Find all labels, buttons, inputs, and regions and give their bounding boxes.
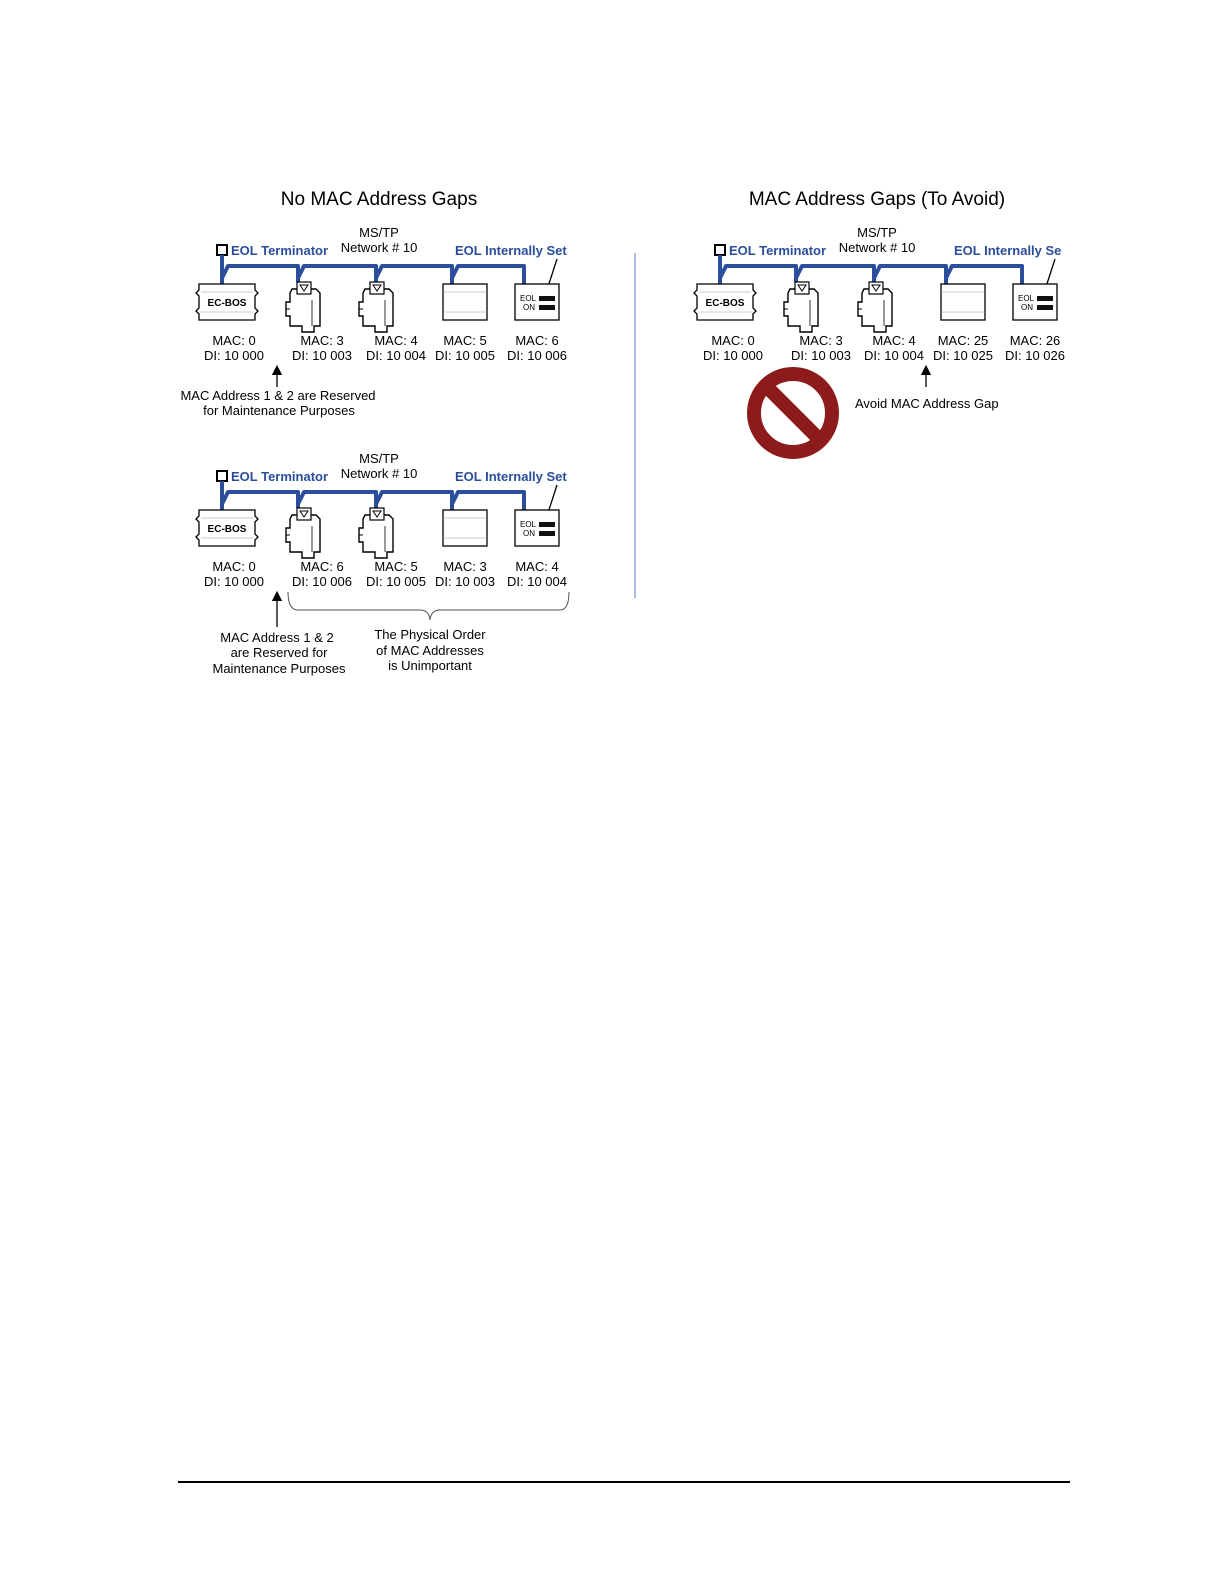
right-panel — [694, 189, 1065, 452]
di-label: DI: 10 025 — [933, 348, 993, 363]
eol-terminator-label: EOL Terminator — [231, 243, 329, 258]
device-labels — [204, 333, 567, 363]
eol-terminator-label: EOL Terminator — [729, 243, 827, 258]
mac-label: MAC: 0 — [212, 333, 256, 348]
network-label-line1: MS/TP — [359, 451, 399, 466]
eol-internal-label: EOL Internally Set — [455, 469, 567, 484]
di-label: DI: 10 000 — [703, 348, 763, 363]
ecbos-label: EC-BOS — [207, 298, 247, 309]
mstp-bus — [222, 255, 524, 286]
switch-eol-label: EOL — [520, 294, 537, 303]
mac-label: MAC: 3 — [300, 333, 344, 348]
di-label: DI: 10 004 — [507, 574, 567, 589]
controller-device — [359, 282, 393, 332]
network-label-line2: Network # 10 — [340, 240, 418, 255]
ecbos-device — [196, 284, 258, 320]
device-labels — [703, 333, 1065, 363]
mstp-bus — [720, 255, 1022, 286]
footer-rule — [178, 1481, 1070, 1483]
di-label: DI: 10 003 — [791, 348, 851, 363]
di-label: DI: 10 004 — [366, 348, 426, 363]
mac-label: MAC: 4 — [872, 333, 916, 348]
reserved-note-line3: Maintenance Purposes — [212, 661, 346, 676]
order-note-line2: of MAC Addresses — [376, 643, 484, 658]
eol-module-device — [1013, 284, 1057, 320]
di-label: DI: 10 006 — [507, 348, 567, 363]
mac-label: MAC: 25 — [937, 333, 989, 348]
switch-eol-label: EOL — [1018, 294, 1035, 303]
eol-terminator-icon — [715, 245, 725, 255]
eol-terminator-icon — [217, 471, 227, 481]
mac-label: MAC: 0 — [212, 559, 256, 574]
controller-device — [286, 508, 320, 558]
di-label: DI: 10 000 — [204, 574, 264, 589]
eol-terminator-icon — [217, 245, 227, 255]
left-panel — [180, 189, 569, 676]
module-device — [443, 510, 487, 546]
device-labels — [204, 559, 567, 589]
switch-on-label: ON — [523, 529, 535, 538]
mac-label: MAC: 4 — [515, 559, 559, 574]
di-label: DI: 10 006 — [292, 574, 352, 589]
mac-label: MAC: 3 — [799, 333, 843, 348]
top-diagram — [180, 225, 567, 418]
ecbos-device — [694, 284, 756, 320]
mac-label: MAC: 26 — [1009, 333, 1061, 348]
network-label-line2: Network # 10 — [838, 240, 916, 255]
switch-eol-label: EOL — [520, 520, 537, 529]
eol-terminator-label: EOL Terminator — [231, 469, 329, 484]
switch-on-label: ON — [1021, 303, 1033, 312]
order-brace — [288, 592, 569, 620]
reserved-note-line2: are Reserved for — [230, 645, 328, 660]
network-label-line2: Network # 10 — [340, 466, 418, 481]
mac-label: MAC: 5 — [443, 333, 487, 348]
mac-label: MAC: 6 — [515, 333, 559, 348]
ecbos-device — [196, 510, 258, 546]
eol-module-device — [515, 510, 559, 546]
di-label: DI: 10 004 — [864, 348, 924, 363]
eol-internal-label: EOL Internally Set — [455, 243, 567, 258]
order-note-line1: The Physical Order — [374, 627, 486, 642]
module-device — [443, 284, 487, 320]
right-title: MAC Address Gaps (To Avoid) — [748, 189, 1006, 210]
network-label-line1: MS/TP — [857, 225, 897, 240]
prohibited-icon — [754, 374, 832, 452]
controller-device — [286, 282, 320, 332]
controller-device — [858, 282, 892, 332]
mac-label: MAC: 3 — [443, 559, 487, 574]
mac-label: MAC: 5 — [374, 559, 418, 574]
reserved-note-line1: MAC Address 1 & 2 — [220, 630, 334, 645]
di-label: DI: 10 026 — [1005, 348, 1065, 363]
network-label-line1: MS/TP — [359, 225, 399, 240]
controller-device — [784, 282, 818, 332]
controller-device — [359, 508, 393, 558]
mac-label: MAC: 4 — [374, 333, 418, 348]
eol-internal-label: EOL Internally Se — [954, 243, 1062, 258]
di-label: DI: 10 000 — [204, 348, 264, 363]
di-label: DI: 10 005 — [435, 348, 495, 363]
di-label: DI: 10 003 — [292, 348, 352, 363]
left-title: No MAC Address Gaps — [280, 189, 478, 210]
switch-on-label: ON — [523, 303, 535, 312]
order-note-line3: is Unimportant — [388, 658, 472, 673]
reserved-note-line1: MAC Address 1 & 2 are Reserved — [180, 388, 376, 403]
mac-label: MAC: 6 — [300, 559, 344, 574]
di-label: DI: 10 005 — [366, 574, 426, 589]
ecbos-label: EC-BOS — [705, 298, 745, 309]
mstp-bus — [222, 481, 524, 512]
bottom-diagram — [196, 451, 569, 676]
eol-module-device — [515, 284, 559, 320]
avoid-gap-note: Avoid MAC Address Gap — [855, 396, 999, 411]
di-label: DI: 10 003 — [435, 574, 495, 589]
ecbos-label: EC-BOS — [207, 524, 247, 535]
module-device — [941, 284, 985, 320]
reserved-note-line2: for Maintenance Purposes — [203, 403, 355, 418]
mac-label: MAC: 0 — [711, 333, 755, 348]
